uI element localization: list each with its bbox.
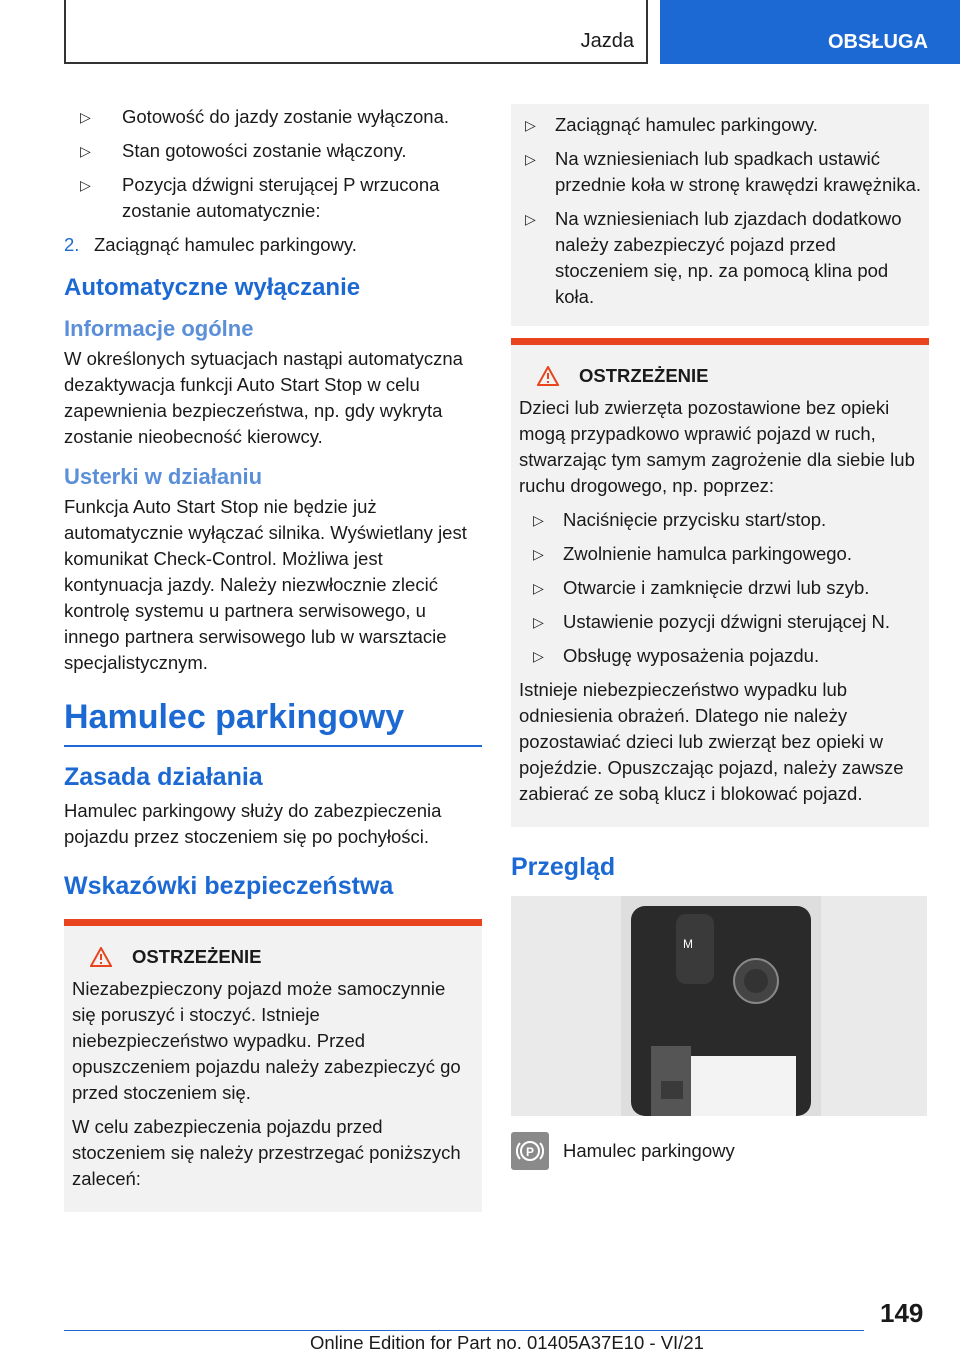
list-item: ▷ Naciśnięcie przycisku start/stop. bbox=[519, 507, 921, 533]
list-item: ▷ Gotowość do jazdy zostanie wyłączona. bbox=[64, 104, 482, 130]
warning-box bbox=[511, 338, 929, 827]
triangle-bullet-icon: ▷ bbox=[525, 117, 536, 133]
subsection-title-general: Informacje ogólne bbox=[64, 316, 254, 341]
warning-box bbox=[64, 919, 482, 1212]
section-title-principle: Zasada działania bbox=[64, 763, 263, 791]
section-title-safety: Wskazówki bezpieczeństwa bbox=[64, 872, 394, 900]
parking-brake-icon bbox=[511, 1132, 549, 1170]
footer-edition: Online Edition for Part no. 01405A37E10 - VI/21 bbox=[310, 1332, 704, 1353]
center-console-image bbox=[511, 896, 927, 1116]
warning-triangle-icon bbox=[90, 947, 112, 967]
chapter-title: Hamulec parkingowy bbox=[64, 698, 482, 747]
triangle-bullet-icon: ▷ bbox=[80, 177, 91, 193]
list-item: ▷ Na wzniesieniach lub zjazdach dodatkowo należy zabezpieczyć pojazd przed stoczeniem się, np. za pomocą klina pod koła. bbox=[525, 208, 902, 307]
warning-paragraph: Istnieje niebezpieczeństwo wypadku lub odniesienia obrażeń. Dlatego nie należy pozostawiać dzieci lub zwierząt bez opieki w pojeździe. Opuszczając pojazd, należy zawsze zabierać ze sobą klucz i blokować pojazd. bbox=[519, 679, 904, 804]
triangle-bullet-icon: ▷ bbox=[533, 614, 544, 630]
triangle-bullet-icon: ▷ bbox=[80, 109, 91, 125]
triangle-bullet-icon: ▷ bbox=[80, 143, 91, 159]
figure-caption: Hamulec parkingowy bbox=[563, 1140, 735, 1161]
triangle-bullet-icon: ▷ bbox=[533, 580, 544, 596]
header-section: Jazda bbox=[580, 30, 634, 52]
list-item: ▷ Zwolnienie hamulca parkingowego. bbox=[519, 541, 921, 567]
list-item: ▷ Otwarcie i zamknięcie drzwi lub szyb. bbox=[519, 575, 921, 601]
header-tab: OBSŁUGA bbox=[660, 0, 960, 64]
footer-divider bbox=[64, 1330, 864, 1331]
warning-paragraph: W celu zabezpieczenia pojazdu przed stoczeniem się należy przestrzegać poniższych zaleceń: bbox=[72, 1116, 461, 1189]
svg-text:P: P bbox=[526, 1145, 535, 1159]
list-item: ▷ Na wzniesieniach lub spadkach ustawić przednie koła w stronę krawędzi krawężnika. bbox=[525, 148, 922, 195]
left-column bbox=[64, 98, 482, 1212]
triangle-bullet-icon: ▷ bbox=[525, 211, 536, 227]
paragraph-principle: Hamulec parkingowy służy do zabezpieczenia pojazdu przez stoczeniem się po pochyłości. bbox=[64, 800, 442, 847]
step-item: 2. Zaciągnąć hamulec parkingowy. bbox=[64, 232, 482, 258]
triangle-bullet-icon: ▷ bbox=[533, 648, 544, 664]
list-item: ▷ Zaciągnąć hamulec parkingowy. bbox=[511, 112, 929, 138]
triangle-bullet-icon: ▷ bbox=[533, 546, 544, 562]
triangle-bullet-icon: ▷ bbox=[525, 151, 536, 167]
warning-title: OSTRZEŻENIE bbox=[72, 946, 474, 968]
paragraph-faults: Funkcja Auto Start Stop nie będzie już automatycznie wyłączać silnika. Wyświetlany jest komunikat Check-Control. Możliwa jest kontynuacja jazdy. Należy niezwłocznie zlecić kontrolę systemu u partnera serwisowego, u innego partnera serwisowego lub w warsztacie specjalistycznym. bbox=[64, 496, 467, 673]
right-column bbox=[511, 104, 929, 1170]
paragraph-general: W określonych sytuacjach nastąpi automatyczna dezaktywacja funkcji Auto Start Stop w celu zapewnienia bezpieczeństwa, np. gdy wykryta zostanie nieobecność kierowcy. bbox=[64, 348, 463, 447]
header-frame bbox=[64, 0, 648, 64]
warning-triangle-icon bbox=[537, 366, 559, 386]
center-console-illustration bbox=[511, 896, 927, 1116]
list-item: ▷ Pozycja dźwigni sterującej P wrzucona zostanie automatycznie: bbox=[80, 174, 440, 221]
list-item: ▷ Ustawienie pozycji dźwigni sterującej N. bbox=[519, 609, 921, 635]
list-item: ▷ Obsługę wyposażenia pojazdu. bbox=[519, 643, 921, 669]
warning-paragraph: Dzieci lub zwierzęta pozostawione bez opieki mogą przypadkowo wprawić pojazd w ruch, stwarzając tym samym zagrożenie dla siebie lub ruchu drogowego, np. poprzez: bbox=[519, 397, 915, 496]
step-number: 2. bbox=[64, 234, 80, 255]
figure-caption-row bbox=[511, 1132, 929, 1170]
warning-paragraph: Niezabezpieczony pojazd może samoczynnie się poruszyć i stoczyć. Istnieje niebezpieczeństwo wypadku. Przed opuszczeniem pojazdu należy zabezpieczyć go przed stoczeniem się. bbox=[72, 978, 461, 1103]
warning-title: OSTRZEŻENIE bbox=[519, 365, 921, 387]
list-item: ▷ Stan gotowości zostanie włączony. bbox=[64, 138, 482, 164]
svg-text:M: M bbox=[683, 937, 693, 951]
info-box bbox=[511, 104, 929, 326]
section-title-overview: Przegląd bbox=[511, 853, 616, 881]
page-number: 149 bbox=[880, 1298, 924, 1328]
subsection-title-faults: Usterki w działaniu bbox=[64, 464, 263, 489]
section-title-auto-off: Automatyczne wyłączanie bbox=[64, 274, 361, 301]
triangle-bullet-icon: ▷ bbox=[533, 512, 544, 528]
